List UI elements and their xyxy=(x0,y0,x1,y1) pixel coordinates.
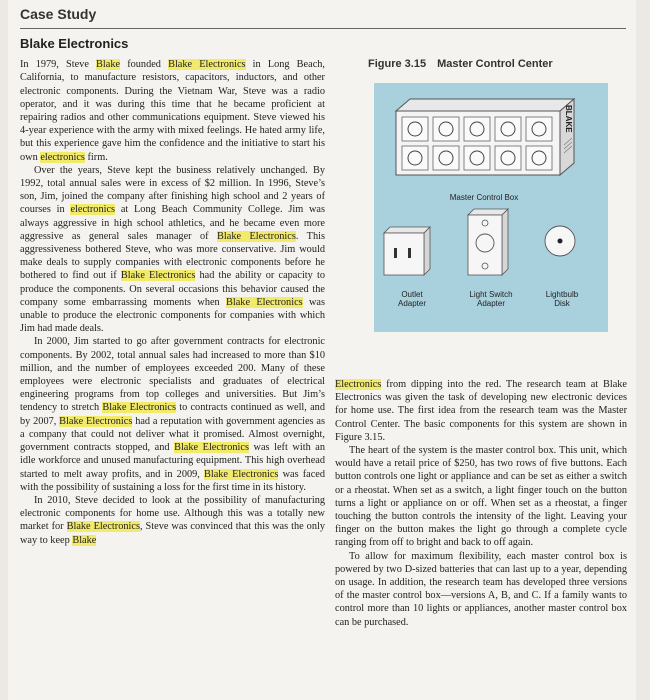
highlighted-text: Blake Electronics xyxy=(226,296,303,308)
control-button-frame xyxy=(464,117,490,141)
paragraph-text: In 2010, Steve decided to look at the possibility of manufacturing electronic components for home use. Although this was a totally new market for xyxy=(20,494,325,533)
control-button-frame xyxy=(402,117,428,141)
outlet-adapter-label-line2: Adapter xyxy=(397,299,427,308)
paragraph-text: at Long Beach Community College. Jim was always aggressive in high school athletics, and he became even more aggressive as general sales manager of xyxy=(20,204,326,242)
left-paragraph xyxy=(20,494,325,547)
highlighted-text: Blake Electronics xyxy=(59,415,133,427)
brand-label: BLAKE xyxy=(564,105,573,133)
right-paragraphs xyxy=(335,378,627,629)
paragraph-text: was left with an idle workforce and unused manufacturing equipment. This high overhead started to melt away profits, and in 2009, xyxy=(20,442,325,480)
page xyxy=(8,0,636,700)
article-title: Blake Electronics xyxy=(20,36,129,51)
paragraph-text: was faced with the possibility of sustaining a loss for the first time in its history. xyxy=(20,468,326,493)
right-paragraph xyxy=(335,444,627,550)
control-button-frame xyxy=(495,146,521,170)
right-paragraph xyxy=(335,550,627,629)
lightbulb-disk-label xyxy=(532,290,592,308)
left-column xyxy=(20,35,325,547)
figure-title: Master Control Center xyxy=(437,58,553,70)
highlighted-text: Blake xyxy=(72,534,97,546)
master-box-label: Master Control Box xyxy=(449,193,519,202)
control-button-frame xyxy=(433,146,459,170)
outlet-adapter-label-line1: Outlet xyxy=(401,290,423,299)
paragraph-text: In 2000, Jim started to go after government contracts for electronic components. By 2002, total annual sales had increased to more than $10 million, and the number of employees exceeded 200. Many of these employees were electronic specialists and graduates of electrical engineering programs from top colleges and universities. But Jim’s tendency to stretch xyxy=(20,336,325,414)
highlighted-text: Blake Electronics xyxy=(203,468,279,480)
highlighted-text: Blake Electronics xyxy=(174,442,249,454)
control-button-frame xyxy=(495,117,521,141)
left-paragraph xyxy=(20,164,325,336)
paragraph-text: from dipping into the red. The research team at Blake Electronics was given the task of developing new electronic devices for home use. The first idea from the research team was the Master Control Center. The basic components for this system are shown in Figure 3.15. xyxy=(335,379,627,443)
right-column xyxy=(335,378,627,629)
figure-master-control-center xyxy=(374,83,608,332)
left-paragraph xyxy=(20,335,325,493)
paragraph-text: . This aggressiveness bothered Steve, who was more conservative. Jim would make deals to supply companies with electronic components before he bothered to find out if xyxy=(20,230,325,282)
light-switch-label-line1: Light Switch xyxy=(469,290,513,299)
lightbulb-disk xyxy=(545,226,575,256)
highlighted-text: Blake Electronics xyxy=(168,59,246,71)
right-paragraph xyxy=(335,378,627,444)
figure-number: Figure 3.15 xyxy=(368,58,427,70)
left-paragraph xyxy=(20,58,325,164)
figure-caption xyxy=(368,58,628,70)
highlighted-text: Blake Electronics xyxy=(102,402,176,414)
lightbulb-disk-label-line2: Disk xyxy=(554,299,570,308)
control-button-frame xyxy=(402,146,428,170)
light-switch-adapter xyxy=(468,209,508,275)
outlet-adapter-label xyxy=(382,290,442,308)
highlighted-text: electronics xyxy=(40,151,85,163)
paragraph-text: , Steve was convinced that this was the only way to keep xyxy=(20,521,325,546)
paragraph-text: to contracts continued as well, and by 2007, xyxy=(20,402,325,427)
paragraph-text: The heart of the system is the master control box. This unit, which would have a retail price of $250, has two rows of five buttons. Each button controls one light or appliance and can be set as either a switch or a rheostat. When set as a switch, a light finger touch on the button turns a light or appliance on or off. When set as a rheostat, a finger touching the button controls the intensity of the light. Leaving your finger on the button makes the light go through a complete cycle ranging from off to bright and back to off again. xyxy=(335,445,627,549)
control-button-frame xyxy=(433,117,459,141)
lightbulb-disk-label-line1: Lightbulb xyxy=(545,290,579,299)
paragraph-text: firm. xyxy=(84,151,108,163)
paragraph-text: had a reputation with government agencies as a company that could not deliver what it promised. Almost overnight, government contracts stopped, and xyxy=(20,415,325,454)
outlet-adapter xyxy=(384,227,430,275)
light-switch-adapter-label xyxy=(456,290,526,308)
highlighted-text: Blake Electronics xyxy=(66,521,140,533)
section-label: Case Study xyxy=(20,6,97,22)
highlighted-text: electronics xyxy=(70,204,116,216)
left-paragraphs xyxy=(20,58,325,547)
paragraph-text: founded xyxy=(120,59,169,71)
paragraph-text: Over the years, Steve kept the business relatively unchanged. By 1992, total annual sales were in excess of $2 million. In 1996, Steve’s son, Jim, joined the company after finishing high school and 2 years of courses in xyxy=(20,164,325,216)
control-button-frame xyxy=(526,146,552,170)
paragraph-text: To allow for maximum flexibility, each master control box is powered by two D-sized batteries that can last up to a year, depending on usage. In addition, the research team has developed three versions of the master control box—versions A, B, and C. If a family wants to control more than 10 lights or appliances, another master control box can be purchased. xyxy=(335,550,627,628)
highlighted-text: Blake Electronics xyxy=(217,230,296,242)
master-control-box xyxy=(396,93,574,175)
paragraph-text: had the ability or capacity to produce the components. On several occasions this behavior caused the company some embarrassing moments when xyxy=(20,270,325,308)
header-rule xyxy=(20,28,626,29)
control-button-frame xyxy=(526,117,552,141)
control-button-frame xyxy=(464,146,490,170)
highlighted-text: Electronics xyxy=(335,379,382,390)
highlighted-text: Blake xyxy=(96,59,121,71)
highlighted-text: Blake Electronics xyxy=(120,270,196,282)
paragraph-text: was unable to produce the electronic components for companies with which Jim had made deals. xyxy=(20,296,325,335)
paragraph-text: in Long Beach, California, to manufacture resistors, capacitors, inductors, and other electronic components. During the Vietnam War, Steve was a radio operator, and it was during this time that he became proficient at repairing radios and other communications equipment. Steve viewed his 4-year experience with the army with mixed feelings. He hated army life, but this experience gave him the confidence and the initiative to start his own xyxy=(20,59,325,163)
light-switch-label-line2: Adapter xyxy=(476,299,506,308)
paragraph-text: In 1979, Steve xyxy=(20,59,97,71)
